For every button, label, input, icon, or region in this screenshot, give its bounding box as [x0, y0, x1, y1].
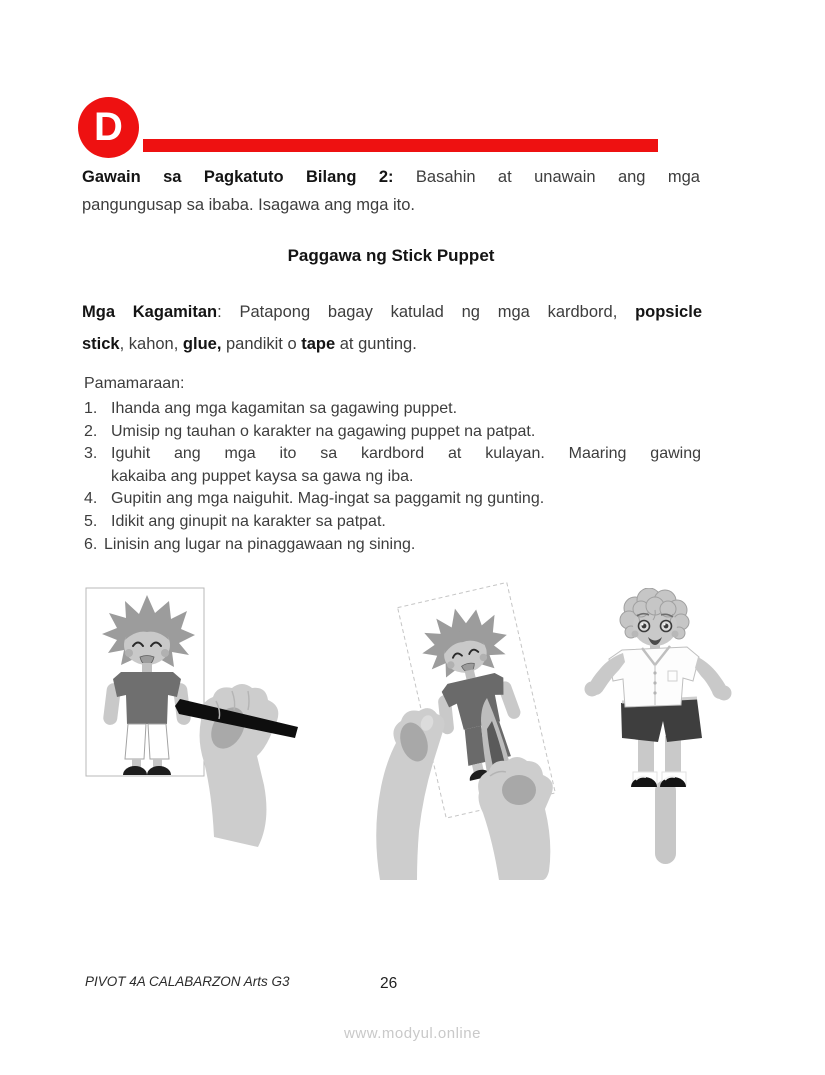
- figure-drawing-step-illustration: [85, 585, 315, 850]
- activity-title: Gawain sa Pagkatuto Bilang 2:: [82, 168, 394, 186]
- materials-text-1: : Patapong bagay katulad ng mga kardbord,: [217, 303, 636, 321]
- paper-holding-hand: [376, 708, 444, 880]
- section-heading: Paggawa ng Stick Puppet: [287, 246, 495, 265]
- materials-text-3: pandikit o: [221, 335, 302, 353]
- procedure-step-6: [84, 534, 701, 557]
- step-number: 5.: [84, 512, 98, 530]
- materials-paragraph: [82, 296, 702, 360]
- step-text: Umisip ng tauhan o karakter na gagawing puppet na patpat.: [111, 422, 536, 440]
- figure-stick-puppet-illustration: [575, 588, 750, 868]
- step-number: 4.: [84, 490, 98, 508]
- step-text: Gupitin ang mga naiguhit. Mag-ingat sa paggamit ng gunting.: [111, 490, 545, 508]
- activity-instructions: [82, 163, 700, 219]
- materials-bold-stick: stick: [82, 335, 120, 353]
- stick-puppet-character: [585, 588, 732, 787]
- badge-letter: D: [94, 104, 123, 149]
- step-number: 3.: [84, 445, 98, 463]
- figure-cutting-step-illustration: [330, 580, 580, 880]
- step-number: 2.: [84, 422, 98, 440]
- section-d-badge: [78, 97, 139, 158]
- footer-credit: PIVOT 4A CALABARZON Arts G3: [85, 974, 290, 989]
- procedure-label: Pamamaraan:: [84, 375, 185, 392]
- procedure-step-3: [84, 443, 701, 488]
- red-divider-line: [143, 139, 658, 152]
- step-number: 1.: [84, 400, 98, 417]
- intro-line2-text: pangungusap sa ibaba. Isagawa ang mga ito.: [82, 196, 415, 214]
- step-text: Linisin ang lugar na pinaggawaan ng sining.: [104, 535, 416, 553]
- materials-bold-tape: tape: [301, 335, 336, 353]
- procedure-list: [84, 398, 701, 556]
- procedure-step-1: [84, 398, 701, 421]
- page-number: 26: [380, 975, 398, 992]
- step-text: [111, 443, 701, 488]
- watermark: www.modyul.online: [344, 1025, 481, 1042]
- procedure-step-2: [84, 421, 701, 444]
- step-number: 6.: [84, 535, 98, 553]
- materials-text-2: , kahon,: [119, 335, 183, 353]
- procedure-step-5: [84, 511, 701, 534]
- materials-bold-glue: glue,: [182, 335, 222, 353]
- materials-text-4: at gunting.: [335, 335, 417, 353]
- materials-label: Mga Kagamitan: [82, 303, 218, 321]
- materials-bold-popsicle: popsicle: [635, 303, 702, 321]
- step-text: Idikit ang ginupit na karakter sa patpat.: [111, 512, 386, 530]
- popsicle-stick: [655, 780, 676, 864]
- procedure-step-4: [84, 488, 701, 511]
- step-text-line2: kakaiba ang puppet kaysa sa gawa ng iba.: [111, 467, 414, 485]
- step-text: Ihanda ang mga kagamitan sa gagawing puppet.: [111, 400, 458, 417]
- step-text-line1: Iguhit ang mga ito sa kardbord at kulayan. Maaring gawing: [111, 445, 701, 463]
- intro-line1-text: Basahin at unawain ang mga: [415, 168, 700, 186]
